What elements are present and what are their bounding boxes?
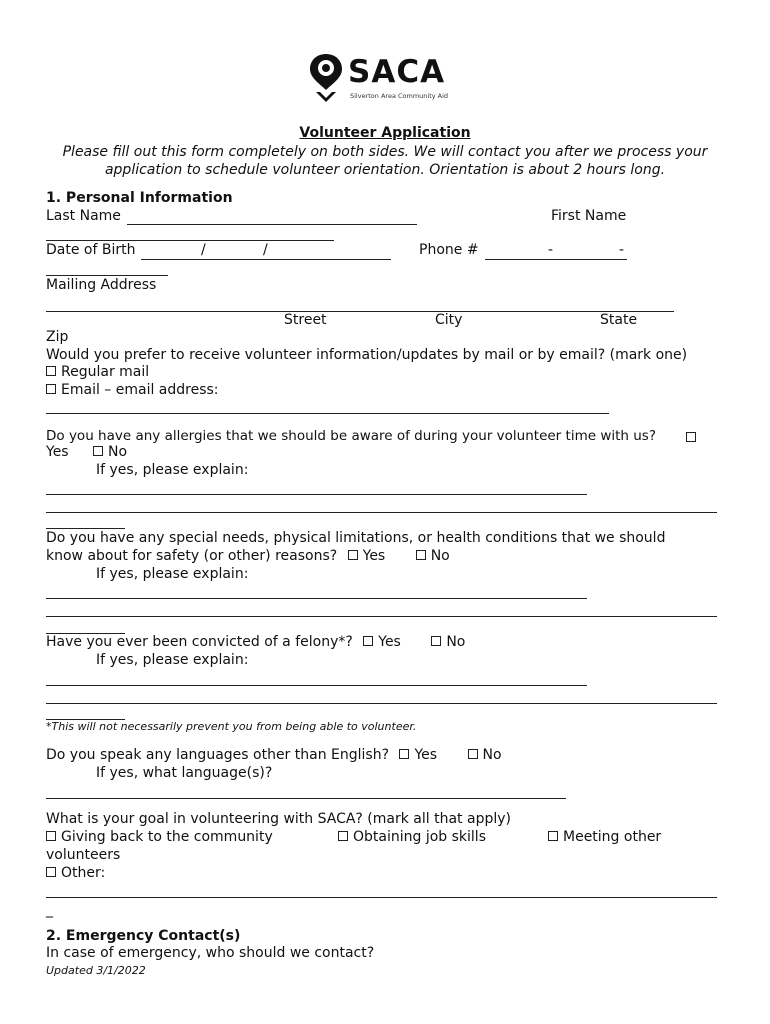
language-field[interactable] — [46, 798, 566, 799]
goal-meeting-option[interactable]: Meeting other — [548, 829, 661, 846]
felony-explain-line-2[interactable] — [46, 703, 717, 704]
logo — [308, 52, 468, 104]
goal-meeting-continued: volunteers — [46, 847, 121, 863]
needs-explain-line-1[interactable] — [46, 598, 587, 599]
updated-date: Updated 3/1/2022 — [46, 964, 146, 977]
mailing-field[interactable] — [46, 311, 674, 312]
language-explain-label: If yes, what language(s)? — [96, 765, 273, 781]
street-label: Street — [284, 312, 327, 328]
phone-field[interactable] — [485, 259, 627, 260]
allergy-question: Do you have any allergies that we should be aware of during your volunteer time with us? — [46, 428, 657, 444]
goal-question: What is your goal in volunteering with SACA? (mark all that apply) — [46, 811, 511, 827]
goal-other-option[interactable]: Other: — [46, 865, 105, 882]
allergy-no-checkbox[interactable] — [93, 446, 103, 456]
lang-no-checkbox[interactable] — [468, 749, 478, 759]
dob-sep-1: / — [201, 242, 206, 258]
goal-other-checkbox[interactable] — [46, 867, 56, 877]
section-2-heading: 2. Emergency Contact(s) — [46, 928, 241, 944]
zip-label: Zip — [46, 329, 69, 345]
page-title: Volunteer Application — [299, 125, 471, 141]
needs-yes-checkbox[interactable] — [348, 550, 358, 560]
goal-giving-option[interactable]: Giving back to the community — [46, 829, 273, 846]
felony-note: *This will not necessarily prevent you from being able to volunteer. — [46, 720, 417, 733]
email-address-field[interactable] — [46, 413, 609, 414]
first-name-field[interactable] — [46, 240, 334, 241]
email-checkbox[interactable] — [46, 384, 56, 394]
language-question: Do you speak any languages other than English? Yes No — [46, 747, 502, 763]
goal-skills-checkbox[interactable] — [338, 831, 348, 841]
goal-skills-option[interactable]: Obtaining job skills — [338, 829, 486, 846]
logo-tagline: Silverton Area Community Aid — [350, 92, 449, 100]
first-name-label: First Name — [551, 208, 627, 224]
dash-mark: _ — [46, 902, 53, 918]
city-label: City — [435, 312, 463, 328]
felony-explain-line-1[interactable] — [46, 685, 587, 686]
state-label: State — [600, 312, 638, 328]
location-pin-icon — [308, 52, 344, 104]
regular-mail-checkbox[interactable] — [46, 366, 56, 376]
special-needs-question-1: Do you have any special needs, physical limitations, or health conditions that we should — [46, 530, 666, 546]
allergy-no-option[interactable]: No — [93, 444, 127, 461]
section-1-heading: 1. Personal Information — [46, 190, 233, 206]
dob-label: Date of Birth — [46, 242, 136, 258]
contact-preference-question: Would you prefer to receive volunteer information/updates by mail or by email? (mark one) — [46, 347, 688, 363]
felony-question: Have you ever been convicted of a felony*? Yes No — [46, 634, 466, 650]
intro-line-1: Please fill out this form completely on both sides. We will contact you after we process your — [62, 144, 708, 160]
needs-explain-label: If yes, please explain: — [96, 566, 249, 582]
mailing-label: Mailing Address — [46, 277, 157, 293]
email-option[interactable]: Email – email address: — [46, 382, 219, 399]
dob-sep-2: / — [263, 242, 268, 258]
goal-other-field[interactable] — [46, 897, 717, 898]
felony-yes-checkbox[interactable] — [363, 636, 373, 646]
needs-explain-line-2[interactable] — [46, 616, 717, 617]
phone-label: Phone # — [419, 242, 479, 258]
needs-no-checkbox[interactable] — [416, 550, 426, 560]
phone-sep-2: - — [619, 242, 625, 258]
last-name-field[interactable] — [127, 224, 417, 225]
allergy-yes-label: Yes — [46, 444, 69, 460]
allergy-explain-line-2[interactable] — [46, 512, 717, 513]
regular-mail-option[interactable]: Regular mail — [46, 364, 149, 381]
last-name-label: Last Name — [46, 208, 121, 224]
logo-name: SACA — [348, 54, 446, 90]
allergy-yes-checkbox[interactable] — [686, 432, 696, 442]
allergy-explain-line-1[interactable] — [46, 494, 587, 495]
phone-extra-field[interactable] — [46, 275, 168, 276]
felony-no-checkbox[interactable] — [431, 636, 441, 646]
allergy-explain-label: If yes, please explain: — [96, 462, 249, 478]
allergy-explain-line-3[interactable] — [46, 528, 125, 529]
special-needs-question-2: know about for safety (or other) reasons? Yes No — [46, 548, 450, 564]
phone-sep-1: - — [548, 242, 554, 258]
dob-field[interactable] — [141, 259, 391, 260]
goal-meeting-checkbox[interactable] — [548, 831, 558, 841]
felony-explain-label: If yes, please explain: — [96, 652, 249, 668]
intro-line-2: application to schedule volunteer orientation. Orientation is about 2 hours long. — [104, 162, 666, 178]
goal-giving-checkbox[interactable] — [46, 831, 56, 841]
lang-yes-checkbox[interactable] — [399, 749, 409, 759]
emergency-question: In case of emergency, who should we contact? — [46, 945, 375, 961]
